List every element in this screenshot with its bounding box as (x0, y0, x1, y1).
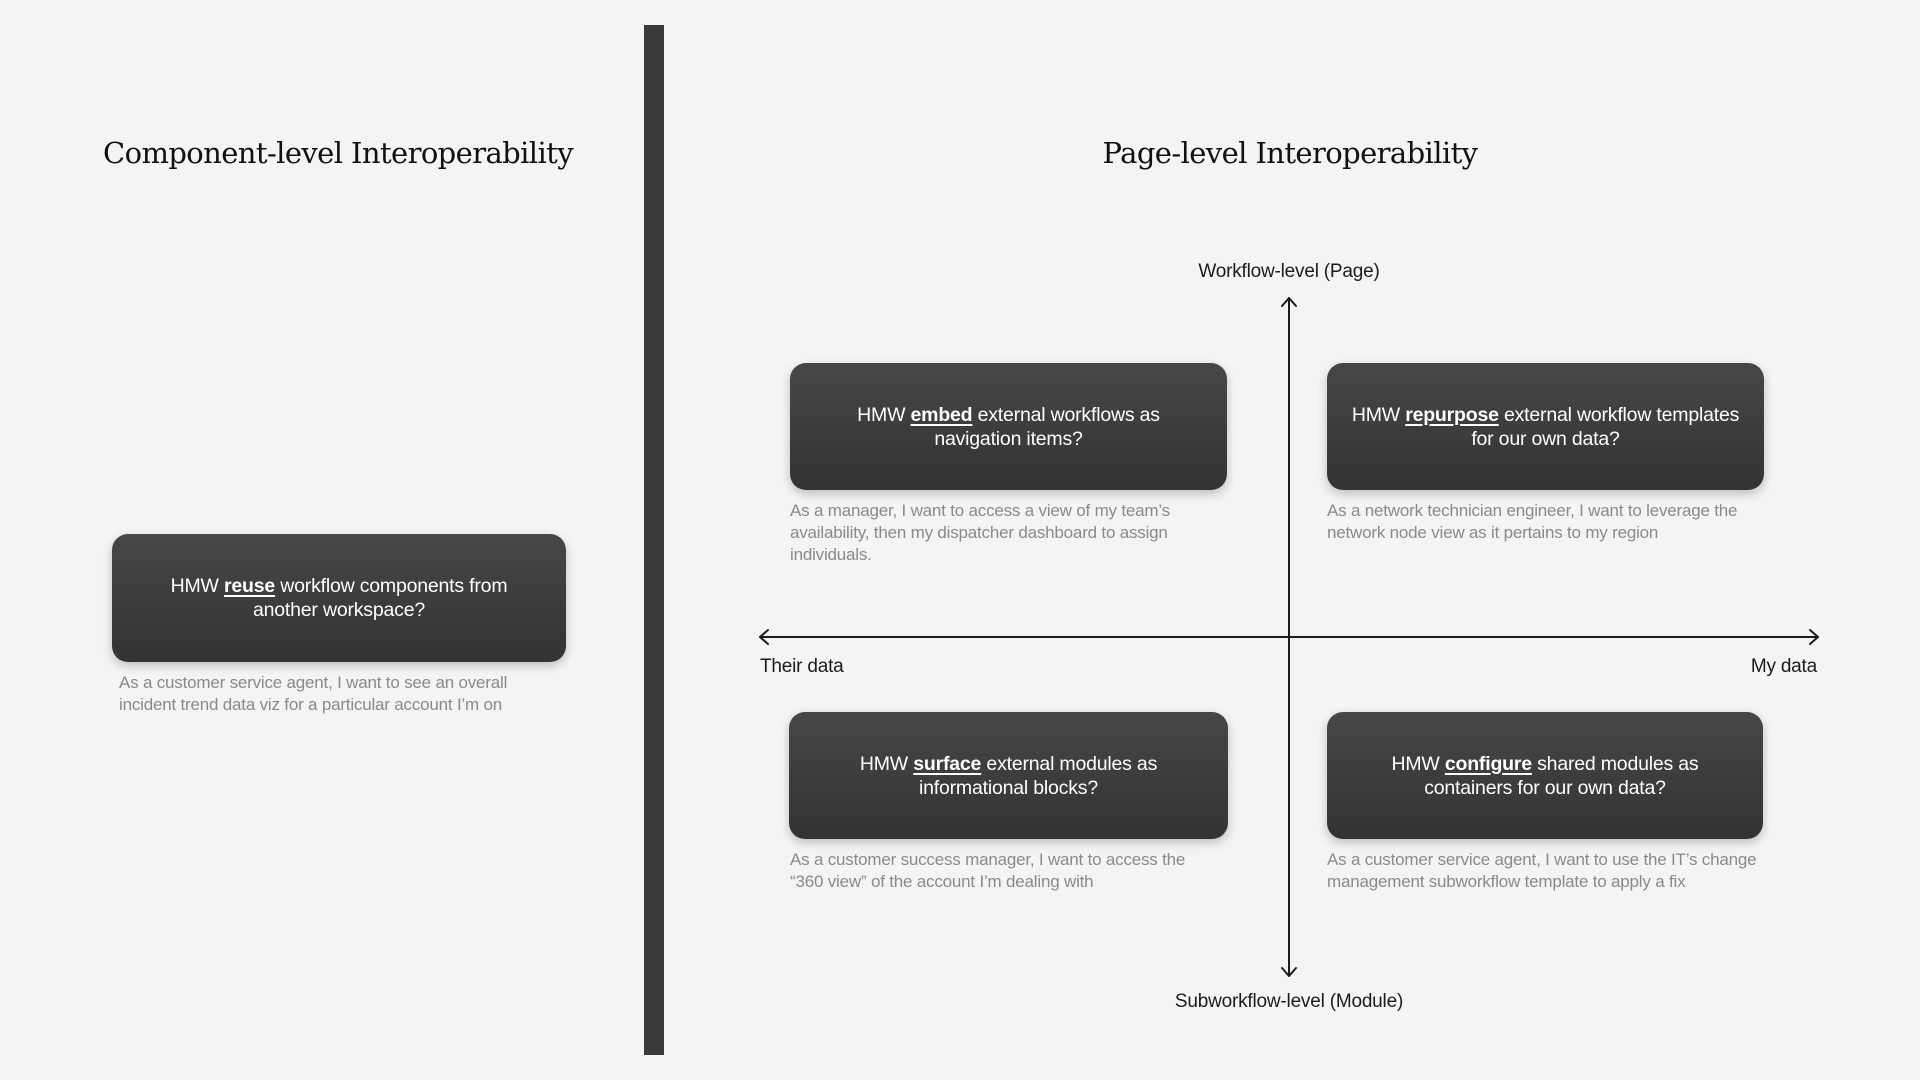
configure-card (1327, 712, 1763, 839)
card-suffix: workflow components from another workspace? (252, 575, 508, 621)
configure-card-text (1351, 752, 1739, 800)
arrow-left (760, 630, 768, 644)
arrow-down (1282, 968, 1296, 976)
card-verb: repurpose (1405, 403, 1499, 426)
page-level-title: Page-level Interoperability (1102, 136, 1478, 170)
card-suffix: shared modules as containers for our own data? (1424, 752, 1699, 799)
card-suffix: external workflow templates for our own data? (1471, 403, 1740, 450)
axis-label-left: Their data (760, 656, 844, 677)
card-verb: embed (910, 403, 973, 426)
reuse-card-text (136, 574, 542, 622)
card-prefix: HMW (170, 575, 219, 597)
surface-card (789, 712, 1228, 839)
repurpose-description: As a network technician engineer, I want to leverage the network node view as it pertains to my region (1327, 501, 1738, 542)
embed-card-text (814, 403, 1203, 451)
card-verb: configure (1444, 752, 1532, 775)
axis-label-right: My data (1750, 656, 1817, 677)
card-verb: reuse (223, 575, 276, 597)
reuse-description: As a customer service agent, I want to see an overall incident trend data viz for a particular account I’m on (119, 673, 508, 714)
repurpose-card (1327, 363, 1764, 490)
card-prefix: HMW (1351, 403, 1400, 426)
configure-description: As a customer service agent, I want to use the IT’s change management subworkflow template to apply a fix (1327, 850, 1757, 891)
card-suffix: external workflows as navigation items? (934, 403, 1160, 450)
axis-label-bottom: Subworkflow-level (Module) (1174, 991, 1404, 1012)
card-verb: surface (913, 752, 982, 775)
arrow-right (1810, 630, 1818, 644)
card-prefix: HMW (859, 752, 908, 775)
reuse-card (112, 534, 566, 662)
card-prefix: HMW (1391, 752, 1440, 775)
surface-description: As a customer success manager, I want to access the “360 view” of the account I’m dealing with (790, 850, 1186, 891)
axis-label-top: Workflow-level (Page) (1198, 261, 1380, 282)
embed-description: As a manager, I want to access a view of my team’s availability, then my dispatcher dashboard to assign individuals. (790, 501, 1170, 564)
card-suffix: external modules as informational blocks? (919, 752, 1158, 799)
arrow-up (1282, 298, 1296, 306)
embed-card (790, 363, 1227, 490)
component-level-title: Component-level Interoperability (103, 136, 573, 170)
section-divider (644, 25, 664, 1055)
surface-card-text (813, 752, 1204, 800)
card-prefix: HMW (857, 403, 906, 426)
repurpose-card-text (1351, 403, 1740, 451)
